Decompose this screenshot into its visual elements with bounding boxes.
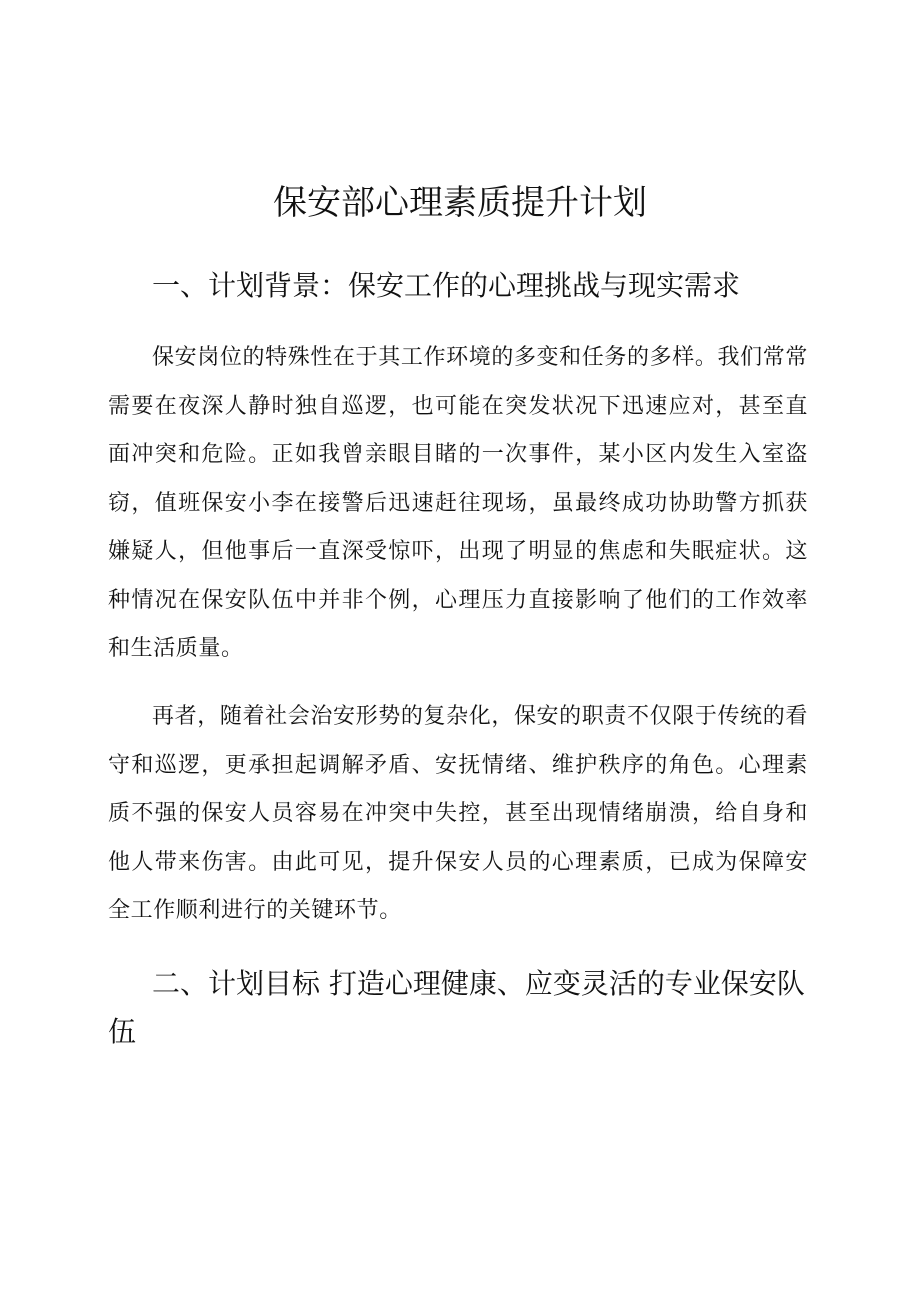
document-title: 保安部心理素质提升计划 — [273, 183, 647, 223]
paragraph-background-2: 再者，随着社会治安形势的复杂化，保安的职责不仅限于传统的看守和巡逻，更承担起调解矛盾、安抚情绪、维护秩序的角色。心理素质不强的保安人员容易在冲突中失控，甚至出现情绪崩溃，给自身和他人带来伤害。由此可见，提升保安人员的心理素质，已成为保障安全工作顺利进行的关键环节。 — [108, 704, 808, 923]
section-heading-goals: 二、计划目标 打造心理健康、应变灵活的专业保安队伍 — [108, 967, 805, 1048]
paragraph-background-1: 保安岗位的特殊性在于其工作环境的多变和任务的多样。我们常常需要在夜深人静时独自巡逻，也可能在突发状况下迅速应对，甚至直面冲突和危险。正如我曾亲眼目睹的一次事件，某小区内发生入室盗窃，值班保安小李在接警后迅速赶往现场，虽最终成功协助警方抓获嫌疑人，但他事后一直深受惊吓，出现了明显的焦虑和失眠症状。这种情况在保安队伍中并非个例，心理压力直接影响了他们的工作效率和生活质量。 — [108, 345, 808, 661]
section-heading-background: 一、计划背景：保安工作的心理挑战与现实需求 — [152, 269, 741, 302]
